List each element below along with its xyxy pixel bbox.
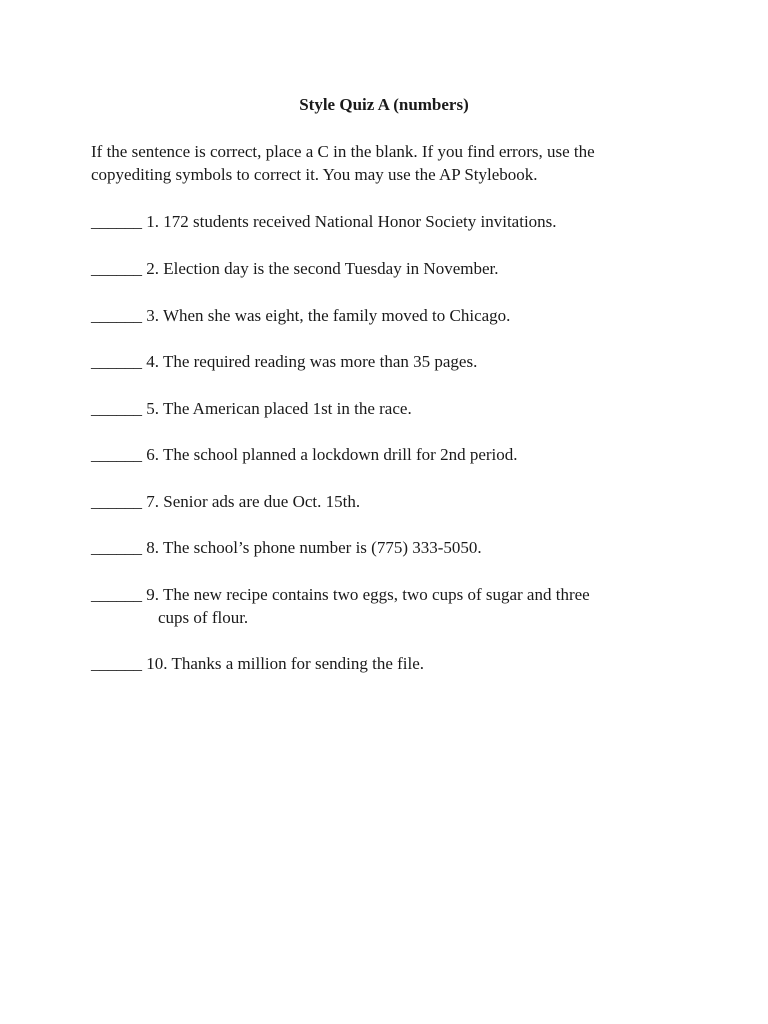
question-3 xyxy=(91,304,691,327)
question-3-text: ______ 3. When she was eight, the family moved to Chicago. xyxy=(91,306,511,325)
question-7 xyxy=(91,490,691,513)
question-1-text: ______ 1. 172 students received National Honor Society invitations. xyxy=(91,212,557,231)
question-10-text: ______ 10. Thanks a million for sending the file. xyxy=(91,654,425,673)
question-6-text: ______ 6. The school planned a lockdown drill for 2nd period. xyxy=(91,445,518,464)
instructions xyxy=(91,140,691,186)
question-10 xyxy=(91,652,691,675)
question-9-text: ______ 9. The new recipe contains two eggs, two cups of sugar and three xyxy=(91,585,590,604)
question-2 xyxy=(91,257,691,280)
question-4 xyxy=(91,350,691,373)
question-8 xyxy=(91,536,691,559)
question-5-text: ______ 5. The American placed 1st in the race. xyxy=(91,399,412,418)
question-9-continuation: cups of flour. xyxy=(158,608,249,627)
question-2-text: ______ 2. Election day is the second Tuesday in November. xyxy=(91,259,499,278)
question-1 xyxy=(91,210,691,233)
question-5 xyxy=(91,397,691,420)
quiz-title: Style Quiz A (numbers) xyxy=(299,95,469,114)
instructions-line-2: copyediting symbols to correct it. You may use the AP Stylebook. xyxy=(91,165,538,184)
question-8-text: ______ 8. The school’s phone number is (775) 333-5050. xyxy=(91,538,482,557)
question-6 xyxy=(91,443,691,466)
question-9 xyxy=(91,583,691,629)
instructions-line-1: If the sentence is correct, place a C in the blank. If you find errors, use the xyxy=(91,142,595,161)
question-7-text: ______ 7. Senior ads are due Oct. 15th. xyxy=(91,492,361,511)
question-4-text: ______ 4. The required reading was more than 35 pages. xyxy=(91,352,478,371)
